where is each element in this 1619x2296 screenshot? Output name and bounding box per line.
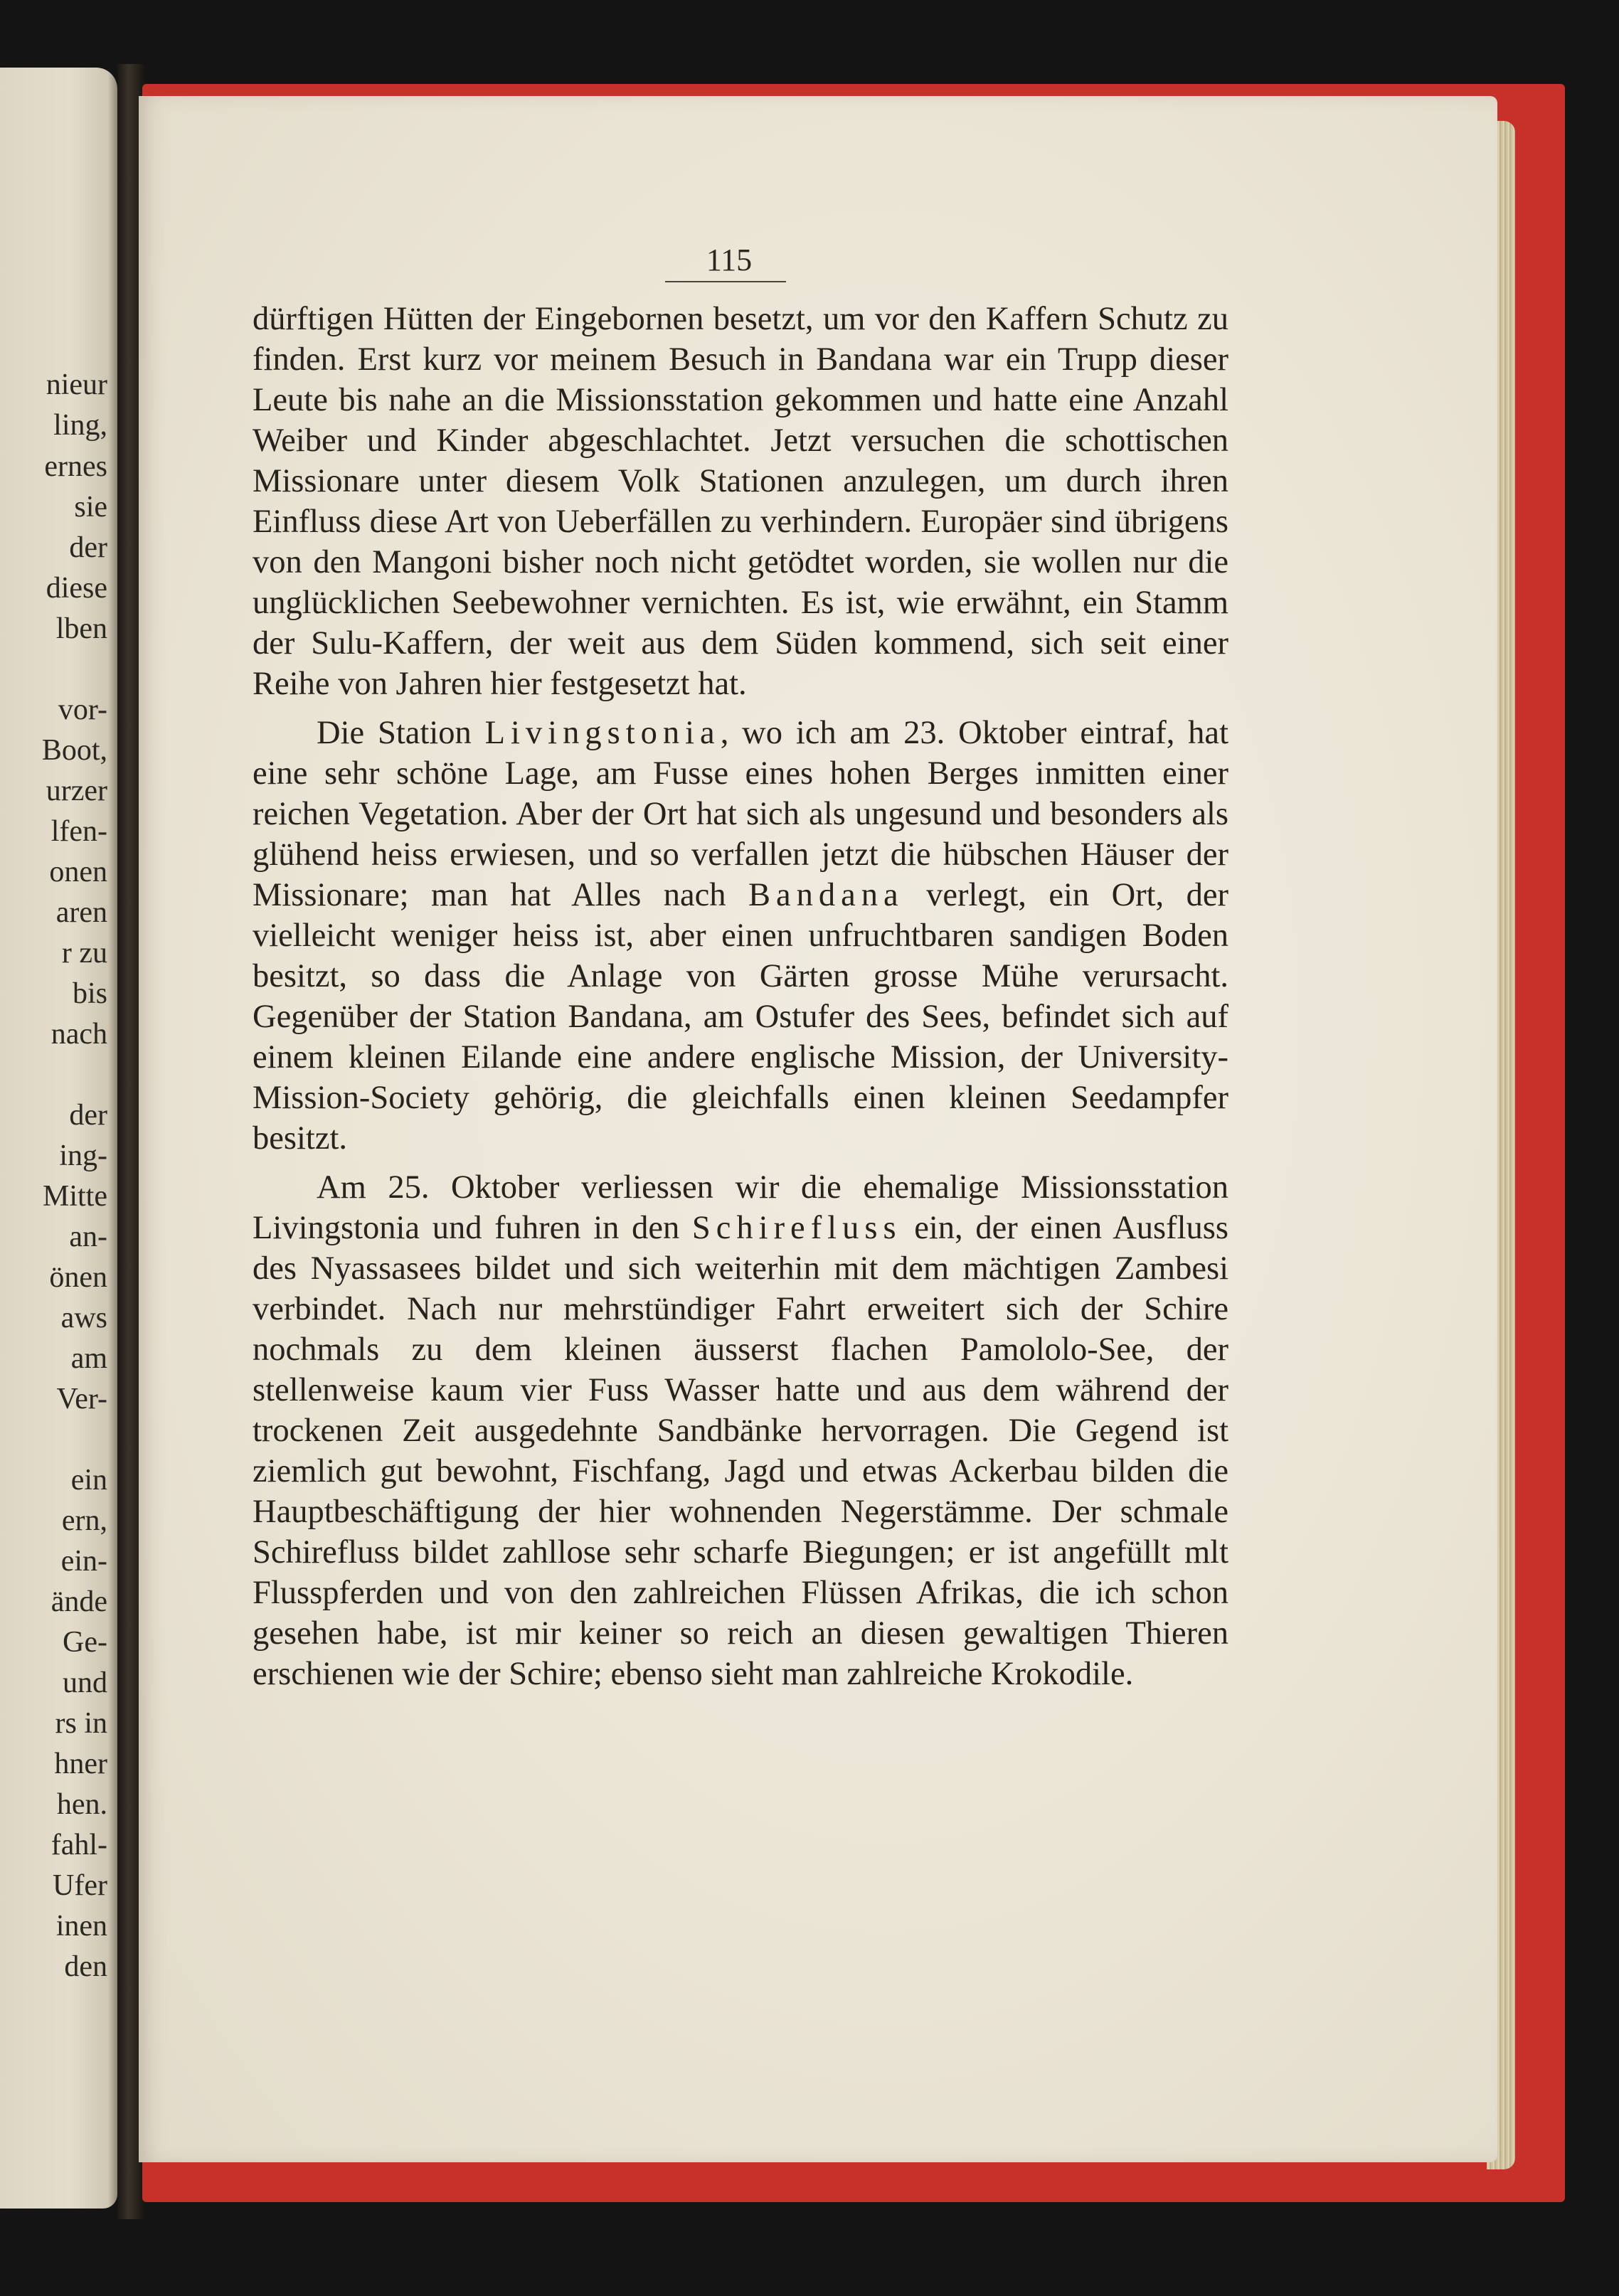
text-run: verlegt, ein Ort, der vielleicht weniger heiss ist, aber einen unfruchtbaren sandigen Boden besitzt, so dass die Anlage von Gärten grosse Mühe verursacht. Gegenüber der Station Bandana, am Ostufer des Sees, befindet sich auf einem kleinen Eilande eine andere englische Mission, der University-Mission-Society gehörig, die gleichfalls einen kleinen Seedampfer besitzt. <box>253 877 1228 1157</box>
left-fragment: hen. <box>56 1788 107 1821</box>
left-fragment: ern, <box>61 1504 107 1537</box>
left-facing-page <box>0 68 117 2209</box>
page-body-text <box>253 299 1228 1703</box>
left-fragment: önen <box>49 1261 107 1294</box>
left-fragment: onen <box>49 856 107 888</box>
page-number: 115 <box>706 243 753 277</box>
left-fragment: ling, <box>53 409 107 442</box>
left-fragment: inen <box>55 1910 107 1942</box>
left-fragment: rs in <box>55 1707 107 1740</box>
left-fragment: bis <box>72 977 107 1010</box>
left-fragment: Boot, <box>41 734 107 767</box>
left-fragment: nieur <box>46 368 107 401</box>
left-fragment: lfen- <box>51 815 107 848</box>
left-fragment: lben <box>55 612 107 645</box>
left-fragment: sie <box>74 491 107 523</box>
text-run: dürftigen Hütten der Eingebornen besetzt, um vor den Kaffern Schutz zu finden. Erst kurz vor meinem Besuch in Bandana war ein Trupp dieser Leute bis nahe an die Missionsstation gekommen und hatte eine Anzahl Weiber und Kinder abgeschlachtet. Jetzt versuchen die schottischen Missionare unter diesem Volk Stationen anzulegen, um durch ihren Einfluss diese Art von Ueberfällen zu verhindern. Europäer sind übrigens von den Mangoni bisher noch nicht getödtet worden, sie wollen nur die unglücklichen Seebewohner vernichten. Es ist, wie erwähnt, ein Stamm der Sulu-Kaffern, der weit aus dem Süden kommend, sich seit einer Reihe von Jahren hier festgesetzt hat. <box>253 301 1228 702</box>
left-fragment: aws <box>60 1302 107 1334</box>
paragraph <box>253 713 1228 1159</box>
left-fragment: der <box>69 1099 107 1132</box>
left-fragment: den <box>64 1950 107 1983</box>
left-fragment: Ver- <box>56 1383 107 1415</box>
left-fragment: vor- <box>58 693 107 726</box>
left-fragment: aren <box>55 896 107 929</box>
spaced-text-run: Bandana <box>748 877 904 913</box>
left-fragment: Ge- <box>63 1626 107 1659</box>
left-fragment: ände <box>51 1585 107 1618</box>
left-fragment: nach <box>51 1018 107 1051</box>
left-fragment: Mitte <box>43 1180 107 1213</box>
paragraph <box>253 1167 1228 1694</box>
left-fragment: ernes <box>44 450 107 483</box>
left-fragment: diese <box>46 572 107 605</box>
left-fragment: hner <box>54 1748 107 1780</box>
left-fragment: urzer <box>46 775 107 807</box>
text-run: , wo ich am 23. Oktober eintraf, hat eine sehr schöne Lage, am Fusse eines hohen Berges inmitten einer reichen Vegetation. Aber der Ort hat sich als ungesund und besonders als glühend heiss erwiesen, und so verfallen jetzt die hübschen Häuser der Missionare; man hat Alles nach <box>253 715 1228 913</box>
left-fragment: r zu <box>61 937 107 969</box>
left-fragment: Ufer <box>53 1869 107 1902</box>
text-run: ein, der einen Ausfluss des Nyassasees bildet und sich weiterhin mit dem mächtigen Zambesi verbindet. Nach nur mehrstündiger Fahrt erweitert sich der Schire nochmals zu dem kleinen äusserst flachen Pamololo-See, der stellenweise kaum vier Fuss Wasser hatte und aus dem während der trockenen Zeit ausgedehnte Sandbänke hervorragen. Die Gegend ist ziemlich gut bewohnt, Fischfang, Jagd und etwas Ackerbau bilden die Hauptbeschäftigung der hier wohnenden Negerstämme. Der schmale Schirefluss bildet zahllose sehr scharfe Biegungen; er ist angefüllt mlt Flusspferden und von den zahlreichen Flüssen Afrikas, die ich schon gesehen habe, ist mir keiner so reich an diesen gewaltigen Thieren erschienen wie der Schire; ebenso sieht man zahlreiche Krokodile. <box>253 1210 1228 1692</box>
page-number-rule <box>665 281 786 282</box>
left-fragment: und <box>63 1667 107 1699</box>
spaced-text-run: Livingstonia <box>484 715 721 751</box>
left-fragment: ein <box>70 1464 107 1497</box>
left-fragment: am <box>70 1342 107 1375</box>
left-fragment: ing- <box>59 1139 107 1172</box>
left-fragment: der <box>69 531 107 564</box>
left-fragment: an- <box>69 1221 107 1253</box>
left-fragment: ein- <box>60 1545 107 1578</box>
text-run: Am 25. Oktober verliessen wir die ehemalige Missionsstation Livingstonia und fuhren in den <box>253 1169 1228 1246</box>
text-run: Die Station <box>317 715 485 751</box>
spaced-text-run: Schirefluss <box>691 1210 902 1246</box>
left-fragment: fahl- <box>51 1829 107 1861</box>
paragraph <box>253 299 1228 704</box>
